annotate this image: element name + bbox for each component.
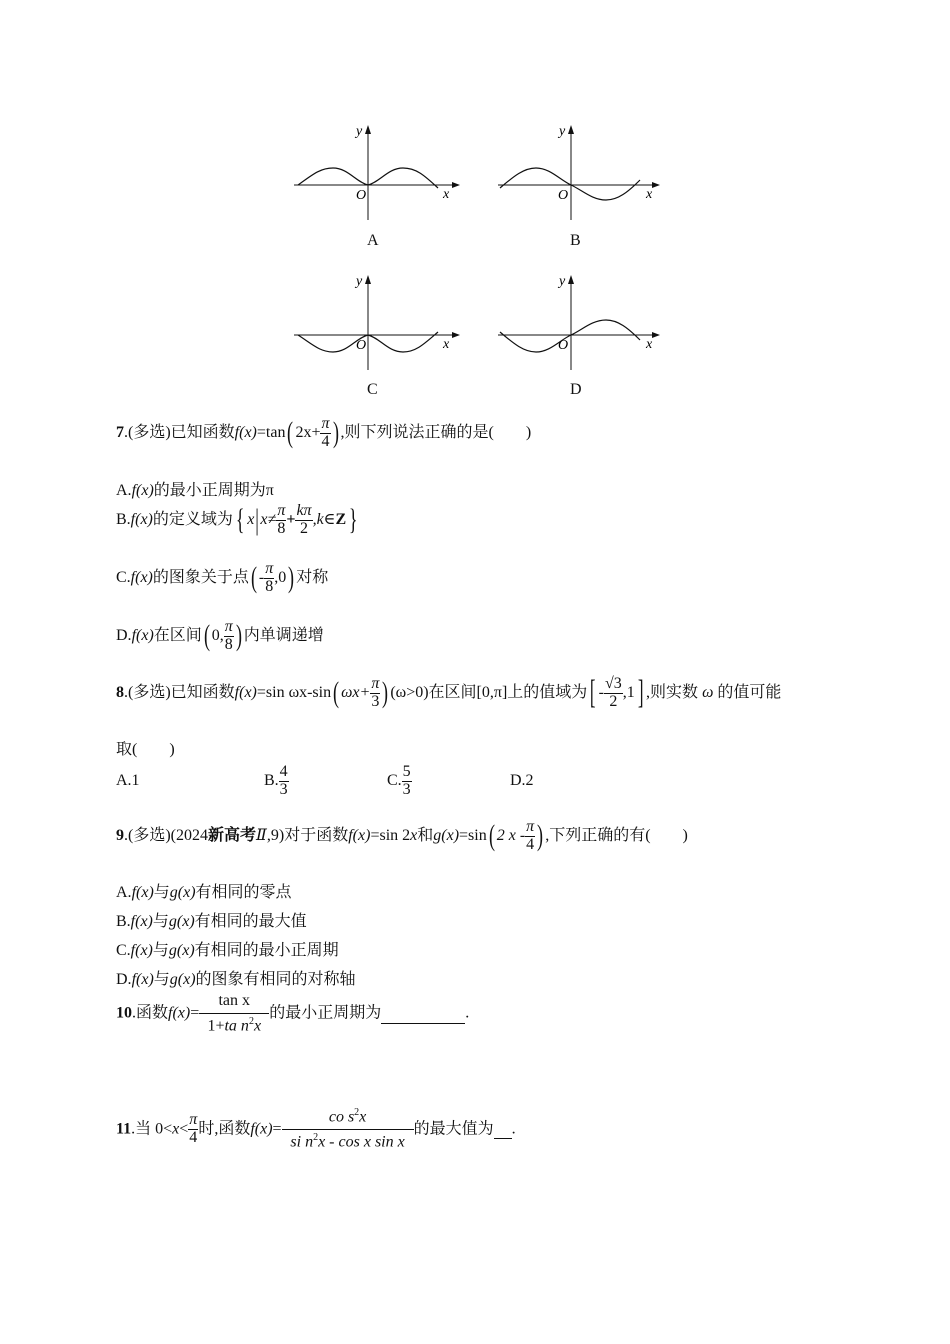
frac-num: π [371,675,380,692]
q7-option-d [116,619,324,654]
frac-den: 2 [295,520,312,538]
q7-number: 7 [116,423,124,441]
frac-den: 8 [265,577,274,595]
frac-pi-8 [264,561,274,596]
q8-option-b [264,764,289,799]
q9-eq1: =sin 2 [370,826,411,844]
frac-num: tan x [218,992,251,1009]
frac-den: 3 [402,780,411,798]
q7-arg: 2x+ [295,423,321,441]
origin-label: O [356,338,367,353]
graph-d-caption: D [570,381,582,398]
q9-arg: 2 x - [496,826,526,844]
origin-label: O [558,188,569,203]
q11-post: 的最大值为 [413,1120,494,1138]
graph-c-caption: C [367,381,378,398]
set-cond: x≠ [260,510,277,528]
opt-letter: B. [116,510,131,528]
q9-option-c [116,937,339,960]
q9-gx: g(x) [433,826,460,844]
q8-option-d: D.2 [510,772,534,789]
y-label: y [559,274,566,289]
answer-blank[interactable] [494,1120,512,1139]
graph-c [290,272,460,372]
q10-fx: f(x) [168,1004,191,1022]
q9-and: 和 [417,826,434,844]
origin-label: O [558,338,569,353]
graph-a-caption: A [367,232,379,249]
frac-5-3 [402,764,412,799]
q8-mid: (ω>0)在区间[0,π]上的值域为 [390,683,588,701]
opt-fx: f(x) [131,626,154,644]
frac-den: 3 [279,780,288,798]
paren-open: ( [333,676,340,710]
graph-b-plot [494,122,664,222]
q9-number: 9 [116,826,124,844]
q7-pre: .(多选)已知函数 [124,423,235,441]
q9-eq2: =sin [459,826,487,844]
minus: - [598,683,604,701]
q9-fx: f(x) [348,826,371,844]
opt-text: 在区间 [153,626,202,644]
q11-end: . [511,1120,516,1138]
q9-option-d [116,966,356,989]
bracket-close: ] [637,674,644,712]
opt-fx: f(x) [131,884,154,901]
frac-pi-8 [276,503,286,538]
y-arrow [365,125,371,134]
q9-option-a [116,879,292,902]
q7-frac [320,416,330,451]
q9-src2: ,9)对于函数 [266,826,349,844]
frac-num: π [189,1111,198,1129]
den-sup: 2 [248,1015,254,1027]
q11-stem [116,1108,516,1151]
y-arrow [568,125,574,134]
q8-eq: =sin ωx-sin [256,683,332,701]
paren-close: ) [288,561,295,595]
frac-den: 2 [604,693,623,711]
q9-pre: .(多选)(2024 [124,826,208,844]
set-Z: Z [335,510,347,528]
opt-fx: f(x) [131,482,154,499]
graph-c-plot [290,272,460,372]
frac-den: 8 [224,635,233,653]
q11-fx: f(x) [250,1120,273,1138]
omega: ω [702,683,714,701]
opt-letter: D. [116,626,132,644]
paren-open: ( [250,561,257,595]
q10-frac [199,993,269,1035]
set-bar: | [255,503,260,537]
q10-eq: = [190,1004,200,1022]
opt-letter: C. [116,568,131,586]
q8-fx: f(x) [234,683,257,701]
den-sin: si n [290,1133,314,1151]
q8-post2: 的值可能 [717,683,782,701]
num-cos: co s [328,1108,355,1126]
q11-eq: = [272,1120,282,1138]
paren-open: ( [488,819,495,853]
frac-num: π [224,618,233,635]
frac-num: √3 [604,675,622,692]
frac-sqrt3-2 [604,676,623,711]
paren-close: ) [382,676,389,710]
opt-gx: g(x) [168,913,195,930]
q11-frac [282,1108,414,1151]
graph-a [290,122,460,222]
brace-open: { [235,503,245,537]
graph-b-caption: B [570,232,581,249]
frac-pi-8 [224,619,234,654]
opt-text: 的图象关于点 [152,568,249,586]
frac-den [282,1129,414,1151]
opt-letter: B. [264,771,279,789]
q7-option-c [116,561,328,596]
frac-num: π [277,502,286,519]
opt-fx: f(x) [130,568,153,586]
x-arrow [652,332,660,338]
frac-4-3 [279,764,289,799]
x-arrow [452,182,460,188]
opt-mid: 与 [152,942,169,959]
q7-post: ,则下列说法正确的是( ) [340,423,532,441]
paren-close: ) [332,416,339,450]
q9-post: ,下列正确的有( ) [545,826,688,844]
frac-num: π [526,818,535,835]
opt-letter: C. [116,942,131,959]
q9-src: 新高考 [208,826,257,844]
opt-post: 对称 [296,568,329,586]
q8-number: 8 [116,683,124,701]
frac-pi-4 [188,1112,198,1147]
y-arrow [568,275,574,284]
frac-den: 4 [526,835,535,853]
opt-text: 有相同的零点 [195,884,292,901]
q10-pre: .函数 [132,1004,169,1022]
paren-close: ) [537,819,544,853]
q8-arg: ωx+ [341,683,371,701]
frac-num: π [265,560,274,577]
x-label: x [443,187,450,202]
q10-stem [116,993,469,1035]
frac-den: 8 [277,519,286,537]
q9-roman: Ⅱ [256,826,267,844]
q9-stem [116,819,688,854]
paren-open: ( [203,619,210,653]
paren-close: ) [235,619,242,653]
opt-mid: 与 [153,971,170,988]
q8-option-c [387,764,412,799]
num-x: x [359,1108,367,1126]
x-arrow [452,332,460,338]
den-one-plus: 1+ [207,1017,225,1035]
frac-kpi-2 [295,503,312,538]
origin-label: O [356,188,367,203]
opt-mid: 与 [153,884,170,901]
answer-blank[interactable] [381,1005,465,1024]
opt-letter: B. [116,913,131,930]
frac-den: 4 [189,1129,198,1147]
opt-text: 的定义域为 [152,510,233,528]
set-tail: ,k∈ [312,510,336,528]
brace-close: } [349,503,358,537]
curve [500,320,640,352]
opt-gx: g(x) [169,971,196,988]
range-end: ,1 [622,683,635,701]
q9-option-b [116,908,307,931]
set-var: x [247,510,255,528]
graph-a-plot [290,122,460,222]
opt-text: 有相同的最大值 [194,913,307,930]
interval-start: 0, [211,626,224,644]
frac-num [282,1108,414,1129]
q11-mid: 时,函数 [198,1120,251,1138]
minus: - [258,568,265,586]
q11-number: 11 [116,1120,132,1138]
frac-den: 3 [371,692,380,710]
q7-option-a [116,477,274,500]
q8-option-a: A.1 [116,772,140,789]
den-sup: 2 [313,1132,319,1144]
q8-stem-line2: 取( ) [116,741,175,758]
opt-letter: C. [387,771,402,789]
den-x: x [253,1017,262,1035]
opt-post: 内单调递增 [243,626,324,644]
x-label: x [646,187,653,202]
x-label: x [443,337,450,352]
opt-fx: f(x) [130,913,153,930]
q8-stem [116,676,781,711]
q11-pre: .当 0< [131,1120,173,1138]
opt-gx: g(x) [168,942,195,959]
opt-fx: f(x) [130,510,153,528]
opt-text: 的最小正周期为π [153,482,274,499]
num-sup: 2 [354,1107,360,1118]
opt-letter: A. [116,884,132,901]
plus: + [286,510,296,528]
q11-x: x [172,1120,180,1138]
opt-text: 的图象有相同的对称轴 [195,971,356,988]
frac-pi-3 [370,676,380,711]
bracket-open: [ [590,674,596,712]
q9-x: x [410,826,418,844]
opt-letter: D. [116,971,132,988]
q10-post: 的最小正周期为 [269,1004,382,1022]
graph-b [494,122,664,222]
point-y: ,0 [274,568,287,586]
opt-mid: 与 [152,913,169,930]
opt-fx: f(x) [130,942,153,959]
frac-num: 4 [279,763,288,780]
opt-text: 有相同的最小正周期 [194,942,339,959]
x-arrow [652,182,660,188]
graph-d-plot [494,272,664,372]
frac-pi-4 [525,819,535,854]
x-label: x [646,337,653,352]
curve [500,168,640,200]
frac-num: 5 [402,763,411,780]
y-label: y [356,124,363,139]
q7-fx: f(x) [234,423,257,441]
q8-post: ,则实数 [646,683,699,701]
y-label: y [356,274,363,289]
q7-eq: =tan [256,423,286,441]
q10-end: . [465,1004,470,1022]
q10-number: 10 [116,1004,132,1022]
y-label: y [559,124,566,139]
q7-option-b [116,503,361,538]
frac-den [199,1013,269,1035]
frac-num: kπ [296,502,312,519]
den-rest: x - cos x sin x [318,1133,405,1151]
opt-fx: f(x) [131,971,154,988]
graph-d [494,272,664,372]
q7-stem [116,416,531,451]
den-tan: ta n [224,1017,249,1035]
frac-num: π [321,415,330,432]
q11-lt: < [179,1120,189,1138]
opt-letter: A. [116,482,132,499]
paren-open: ( [287,416,294,450]
opt-gx: g(x) [169,884,196,901]
q8-pre: .(多选)已知函数 [124,683,235,701]
y-arrow [365,275,371,284]
frac-den: 4 [321,432,330,450]
